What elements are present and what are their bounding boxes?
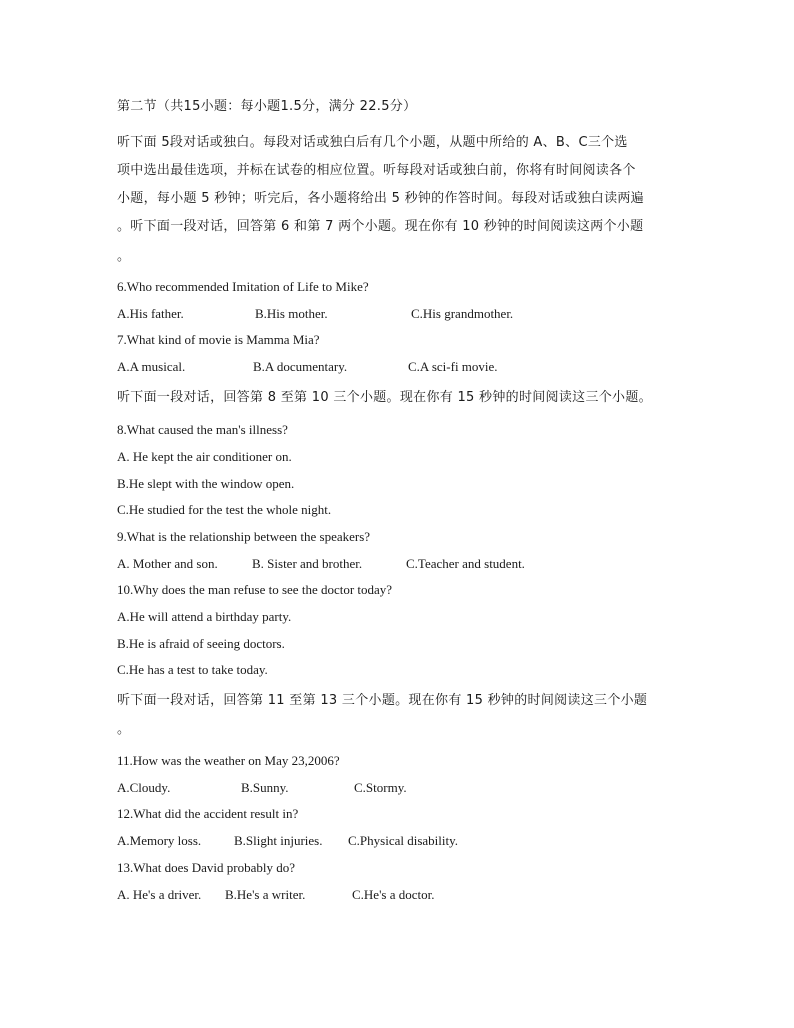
question-8-stem: 8.What caused the man's illness? bbox=[117, 422, 288, 437]
question-6-option-a: A.His father. bbox=[117, 306, 184, 321]
question-13-option-c: C.He's a doctor. bbox=[352, 887, 435, 902]
exam-page bbox=[117, 0, 687, 1028]
question-9-option-c: C.Teacher and student. bbox=[406, 556, 525, 571]
instructions-line-3: 小题，每小题 5 秒钟；听完后，各小题将给出 5 秒钟的作答时间。每段对话或独白读两遍 bbox=[117, 191, 644, 206]
question-6-option-b: B.His mother. bbox=[255, 306, 328, 321]
dialog-11-13-intro-cont: 。 bbox=[117, 722, 131, 737]
dialog-11-13-intro: 听下面一段对话，回答第 11 至第 13 三个小题。现在你有 15 秒钟的时间阅读这三个小题 bbox=[117, 693, 648, 708]
instructions-line-4: 。听下面一段对话，回答第 6 和第 7 两个小题。现在你有 10 秒钟的时间阅读这两个小题 bbox=[117, 219, 644, 234]
question-6-stem: 6.Who recommended Imitation of Life to Mike? bbox=[117, 279, 369, 294]
question-12-option-b: B.Slight injuries. bbox=[234, 833, 323, 848]
question-11-option-c: C.Stormy. bbox=[354, 780, 407, 795]
question-7-stem: 7.What kind of movie is Mamma Mia? bbox=[117, 332, 320, 347]
question-11-stem: 11.How was the weather on May 23,2006? bbox=[117, 753, 340, 768]
question-12-option-c: C.Physical disability. bbox=[348, 833, 459, 848]
question-7-option-a: A.A musical. bbox=[117, 359, 186, 374]
instructions-line-2: 项中选出最佳选项，并标在试卷的相应位置。听每段对话或独白前，你将有时间阅读各个 bbox=[117, 163, 636, 178]
question-10-stem: 10.Why does the man refuse to see the doctor today? bbox=[117, 582, 393, 597]
question-12-stem: 12.What did the accident result in? bbox=[117, 806, 299, 821]
question-10-option-b: B.He is afraid of seeing doctors. bbox=[117, 636, 285, 651]
question-6-option-c: C.His grandmother. bbox=[411, 306, 514, 321]
question-13-option-a: A. He's a driver. bbox=[117, 887, 202, 902]
question-9-option-b: B. Sister and brother. bbox=[252, 556, 363, 571]
question-10-option-c: C.He has a test to take today. bbox=[117, 662, 268, 677]
question-11-option-b: B.Sunny. bbox=[241, 780, 289, 795]
instructions-line-5: 。 bbox=[117, 249, 131, 264]
question-9-stem: 9.What is the relationship between the speakers? bbox=[117, 529, 371, 544]
question-10-option-a: A.He will attend a birthday party. bbox=[117, 609, 292, 624]
question-12-option-a: A.Memory loss. bbox=[117, 833, 202, 848]
question-8-option-a: A. He kept the air conditioner on. bbox=[117, 449, 292, 464]
question-13-stem: 13.What does David probably do? bbox=[117, 860, 295, 875]
section-header: 第二节（共15小题：每小题1.5分，满分 22.5分） bbox=[117, 99, 417, 114]
question-9-option-a: A. Mother and son. bbox=[117, 556, 218, 571]
question-13-option-b: B.He's a writer. bbox=[225, 887, 306, 902]
question-11-option-a: A.Cloudy. bbox=[117, 780, 171, 795]
question-7-option-b: B.A documentary. bbox=[253, 359, 348, 374]
question-8-option-b: B.He slept with the window open. bbox=[117, 476, 295, 491]
question-7-option-c: C.A sci-fi movie. bbox=[408, 359, 498, 374]
question-8-option-c: C.He studied for the test the whole night. bbox=[117, 502, 332, 517]
dialog-8-10-intro: 听下面一段对话，回答第 8 至第 10 三个小题。现在你有 15 秒钟的时间阅读这三个小题。 bbox=[117, 390, 652, 405]
instructions-line-1: 听下面 5段对话或独白。每段对话或独白后有几个小题，从题中所给的 A、B、C三个选 bbox=[117, 135, 628, 150]
